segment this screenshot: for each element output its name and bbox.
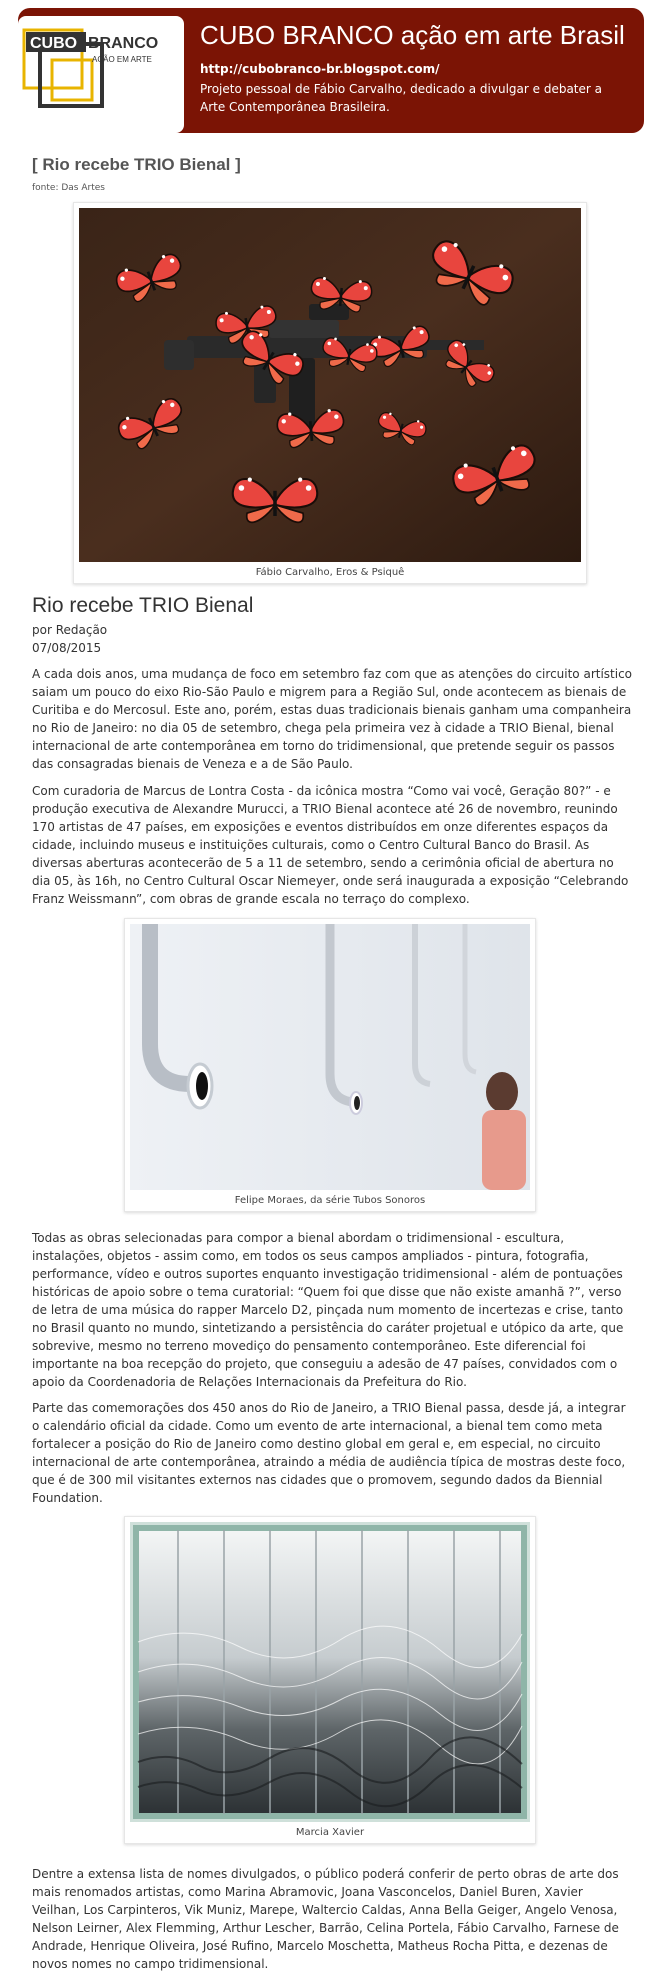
blog-url[interactable]: http://cubobranco-br.blogspot.com/ [200, 62, 440, 76]
post-source [32, 183, 105, 193]
artwork-butterflies-rifle-image[interactable] [79, 208, 581, 562]
post-title[interactable]: [ Rio recebe TRIO Bienal ] [32, 155, 241, 174]
article-date: 07/08/2015 [32, 641, 102, 655]
article-heading: Rio recebe TRIO Bienal [32, 594, 254, 617]
source-label: fonte: [32, 183, 59, 193]
figure-caption: Fábio Carvalho, Eros & Psiquê [255, 567, 405, 578]
article-paragraph: Parte das comemorações dos 450 anos do Rio de Janeiro, a TRIO Bienal passa, desde já, a integrar o calendário oficial da cidade. Como um evento de arte internacional, a bienal tem como meta fortalecer a posição do Rio de Janeiro como destino global em geral e, em especial, no circuito internacional de arte contemporânea, atraindo a média de audiência típica de mostras deste foco, que é de 300 mil visitantes externos nas cidades que o promovem, segundo dados da Biennial Foundation. [32, 1401, 626, 1505]
logo-word2: BRANCO [88, 35, 159, 52]
artwork-glass-cylinders-image[interactable] [130, 1522, 530, 1822]
artwork-tubes-image[interactable] [130, 924, 530, 1190]
article-paragraph: Todas as obras selecionadas para compor a bienal abordam o tridimensional - escultura, instalações, objetos - assim como, em todos os seus campos ampliados - pintura, fotografia, performance, vídeo e outros suportes enquanto investigação tridimensional - além de pontuações históricas de apoio sobre o tema curatorial: “Quem foi que disse que não existe amanhã ?”, verso de letra de uma música do rapper Marcelo D2, pinçada num momento de incertezas e crise, tanto no Brasil quanto no mundo, sintetizando a persistência do caráter projetual e utópico da arte, que sobrevive, mesmo no terreno movediço do pensamento contemporâneo. Este diferencial foi importante na boa recepção do projeto, que conseguiu a adesão de 47 países, convidados com o apoio da Coordenadoria de Relações Internacionais da Prefeitura do Rio. [32, 1231, 624, 1389]
logo-tagline: AÇÃO EM ARTE [92, 55, 152, 64]
source-link[interactable]: Das Artes [61, 183, 105, 193]
article-paragraph: A cada dois anos, uma mudança de foco em setembro faz com que as atenções do circuito artístico saiam um pouco do eixo Rio-São Paulo e migrem para a Região Sul, onde acontecem as bienais de Curitiba e do Mercosul. Este ano, porém, estas duas tradicionais bienais ganham uma companheira no Rio de Janeiro: no dia 05 de setembro, chega pela primeira vez à cidade a TRIO Bienal, bienal internacional de arte contemporânea em torno do tridimensional, que pretende seguir os passos das consagradas bienais de Veneza e a de São Paulo. [32, 667, 633, 771]
blog-logo[interactable] [18, 16, 184, 133]
figure-eros-psique [73, 202, 587, 584]
article-paragraph: Com curadoria de Marcus de Lontra Costa - da icônica mostra “Como vai você, Geração 80?” - e produção executiva de Alexandre Murucci, a TRIO Bienal acontece até 26 de novembro, reunindo 170 artistas de 47 países, em exposições e eventos distribuídos em onze diferentes espaços da cidade, incluindo museus e instituições culturais, como o Centro Cultural Banco do Brasil. As diversas aberturas acontecerão de 5 a 11 de setembro, sendo a cerimônia oficial de abertura no dia 05, às 16h, no Centro Cultural Oscar Niemeyer, onde será inaugurada a exposição “Celebrando Franz Weissmann”, com obras de grande escala no terraço do complexo. [32, 784, 629, 906]
figure-caption: Felipe Moraes, da série Tubos Sonoros [234, 1195, 426, 1206]
figure-caption: Marcia Xavier [295, 1827, 365, 1838]
blog-title[interactable]: CUBO BRANCO ação em arte Brasil [200, 20, 625, 50]
article-paragraph: Dentre a extensa lista de nomes divulgados, o público poderá conferir de perto obras de arte dos mais renomados artistas, como Marina Abramovic, Joana Vasconcelos, Daniel Buren, Xavier Veilhan, Los Carpinteros, Vik Muniz, Marepe, Waltercio Caldas, Anna Bella Geiger, Angelo Venosa, Nelson Leirner, Alex Flemming, Arthur Lescher, Barrão, Celina Portela, Fábio Carvalho, Farnese de Andrade, Henrique Oliveira, José Rufino, Marcelo Moschetta, Matheus Rocha Pitta, e dezenas de novos nomes no campo tridimensional. [32, 1867, 619, 1971]
cubo-branco-logo-icon [18, 16, 184, 133]
figure-tubos-sonoros [124, 918, 536, 1212]
logo-word1: CUBO [30, 35, 78, 52]
article-author: por Redação [32, 623, 108, 637]
blog-description: Projeto pessoal de Fábio Carvalho, dedicado a divulgar e debater a Arte Contemporânea Brasileira. [200, 82, 602, 114]
figure-marcia-xavier [124, 1516, 536, 1844]
